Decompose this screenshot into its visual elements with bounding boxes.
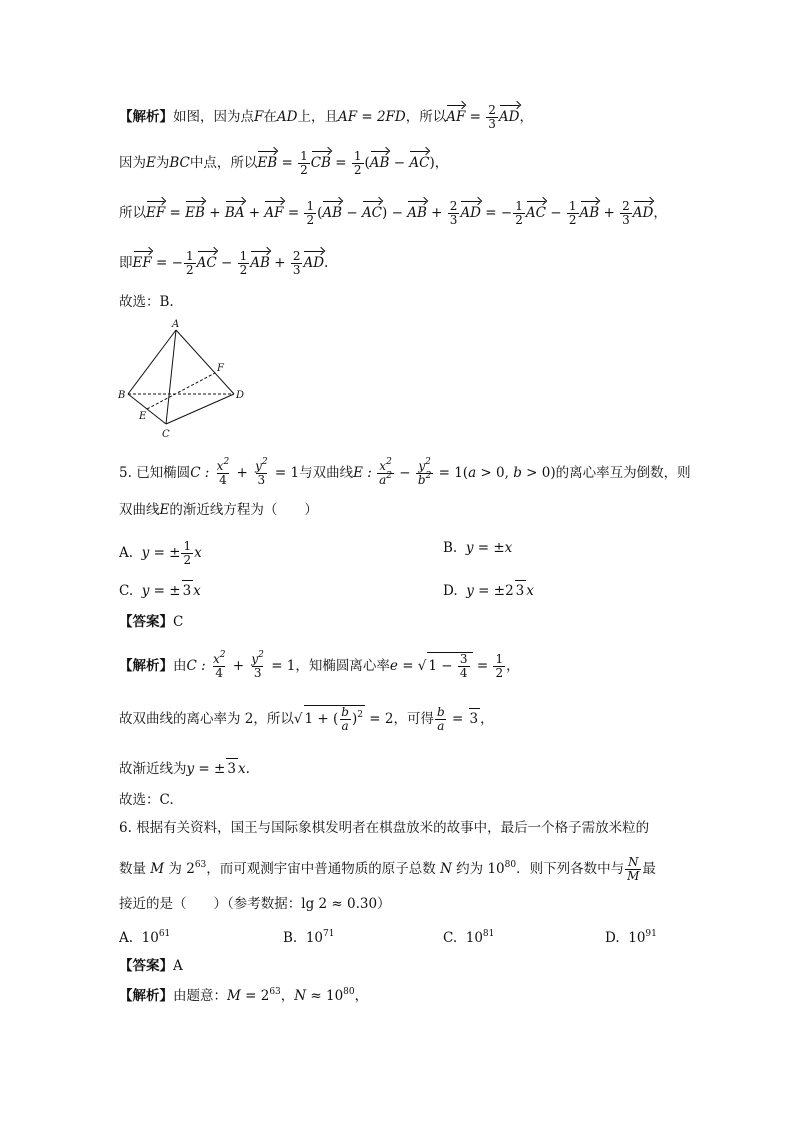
q5-stem-line-1: 5. 已知椭圆C : $\frac{x^2}{4}$ + $\frac{y^2}{3}$ = 1与双曲线E : $\frac{x^2}{a^2}$ − $\frac{y^2}{b^2}$ = 1(a > 0, b > 0)的离心率互为倒数，则: [119, 457, 691, 487]
edge-ad: [176, 330, 234, 394]
q5-option-b: B. y = ±x: [443, 540, 513, 556]
q5-solution-line-3: 故渐近线为y = ± 3 x.: [119, 758, 674, 779]
edge-ab: [128, 330, 176, 394]
label-a: A: [172, 319, 180, 330]
q4-solution-line-3: 所以EF = EB + BA + AF = $\frac{1}{2}$ (AB − AC) − AB + $\frac{2}{3}$ AD = − $\frac{1}{2}$ AC − $\frac{1}{2}$ AB + $\frac{2}{3}$ AD，: [119, 199, 667, 227]
label-c: C: [162, 429, 170, 440]
q4-solution-line-4: 即EF = − $\frac{1}{2}$ AC − $\frac{1}{2}$ AB + $\frac{2}{3}$ AD.: [119, 249, 329, 277]
q6-option-b: B. $10^{71}$: [283, 929, 335, 946]
q5-number: 5.: [119, 465, 132, 481]
formula-af: AF = $\frac{2}{3}$ AD: [446, 103, 520, 131]
jiexi-label: 【解析】: [119, 109, 173, 125]
formula-eb: EB = $\frac{1}{2}$ CB = $\frac{1}{2}$ (AB − AC): [257, 149, 435, 177]
q6-number: 6.: [119, 820, 132, 836]
q5-stem-line-2: 双曲线E的渐近线方程为（ ）: [119, 502, 318, 518]
edge-cd: [166, 394, 234, 424]
q6-option-c: C. $10^{81}$: [443, 929, 495, 946]
q5-option-a: A. y = ± $\frac{1}{2}$ x: [119, 539, 202, 567]
q6-option-a: A. $10^{61}$: [119, 929, 171, 946]
q4-solution-line-1: 【解析】如图，因为点F在AD上，且AF = 2FD，所以AF = $\frac{2}{3}$ AD，: [119, 103, 533, 131]
formula-ef-result: EF = − $\frac{1}{2}$ AC − $\frac{1}{2}$ AB + $\frac{2}{3}$ AD: [132, 249, 325, 277]
q5-solution-line-2: 故双曲线的离心率为 2，所以√ 1 + ( $\frac{b}{a}$ )$^2$ = 2，可得 $\frac{b}{a}$ = 3 ，: [119, 705, 494, 733]
tetrahedron-figure: [116, 316, 248, 442]
q5-answer: 【答案】C: [119, 614, 184, 630]
label-f: F: [217, 363, 224, 374]
q6-stem-line-1: 6. 根据有关资料，国王与国际象棋发明者在棋盘放米的故事中，最后一个格子需放米粒的: [119, 820, 650, 836]
edge-ac: [166, 330, 176, 424]
label-b: B: [118, 390, 126, 401]
q6-option-d: D. $10^{91}$: [605, 929, 657, 946]
q6-stem-line-3: 接近的是（ ）（参考数据：lg 2 ≈ 0.30）: [119, 896, 391, 912]
formula-ef-expand: EF = EB + BA + AF = $\frac{1}{2}$ (AB − AC) − AB + $\frac{2}{3}$ AD = − $\frac{1}{2}$ AC − $\frac{1}{2}$ AB + $\frac{2}{3}$ AD: [146, 199, 654, 227]
ellipse-equation: C : $\frac{x^2}{4}$ + $\frac{y^2}{3}$ = 1: [190, 457, 300, 487]
q6-stem-line-2: 数量 M 为 $2^{63}$，而可观测宇宙中普通物质的原子总数 N 约为 $10^{80}$．则下列各数中与 $\frac{N}{M}$ 最: [119, 855, 656, 883]
label-e: E: [139, 411, 147, 422]
q5-solution-line-1: 【解析】由C : $\frac{x^2}{4}$ + $\frac{y^2}{3}$ = 1，知椭圆离心率e = √ 1 − $\frac{3}{4}$ = $\frac{1}{2}$ ，: [119, 650, 520, 680]
q5-conclusion: 故选：C.: [119, 792, 174, 808]
q6-answer: 【答案】A: [119, 958, 183, 974]
q5-option-d: D. y = ±2 3 x: [443, 580, 534, 601]
label-d: D: [236, 390, 245, 401]
q5-option-c: C. y = ± 3 x: [119, 580, 201, 601]
q4-solution-line-2: 因为E为BC中点，所以EB = $\frac{1}{2}$ CB = $\frac{1}{2}$ (AB − AC)，: [119, 149, 449, 177]
q6-solution-line-1: 【解析】由题意：$M = 2^{63}$，$N \approx 10^{80}$，: [119, 987, 369, 1004]
hyperbola-equation: E : $\frac{x^2}{a^2}$ − $\frac{y^2}{b^2}$ = 1(a > 0, b > 0): [353, 457, 556, 487]
q4-conclusion: 故选：B.: [119, 294, 174, 310]
segment-ef-hidden: [147, 373, 215, 409]
